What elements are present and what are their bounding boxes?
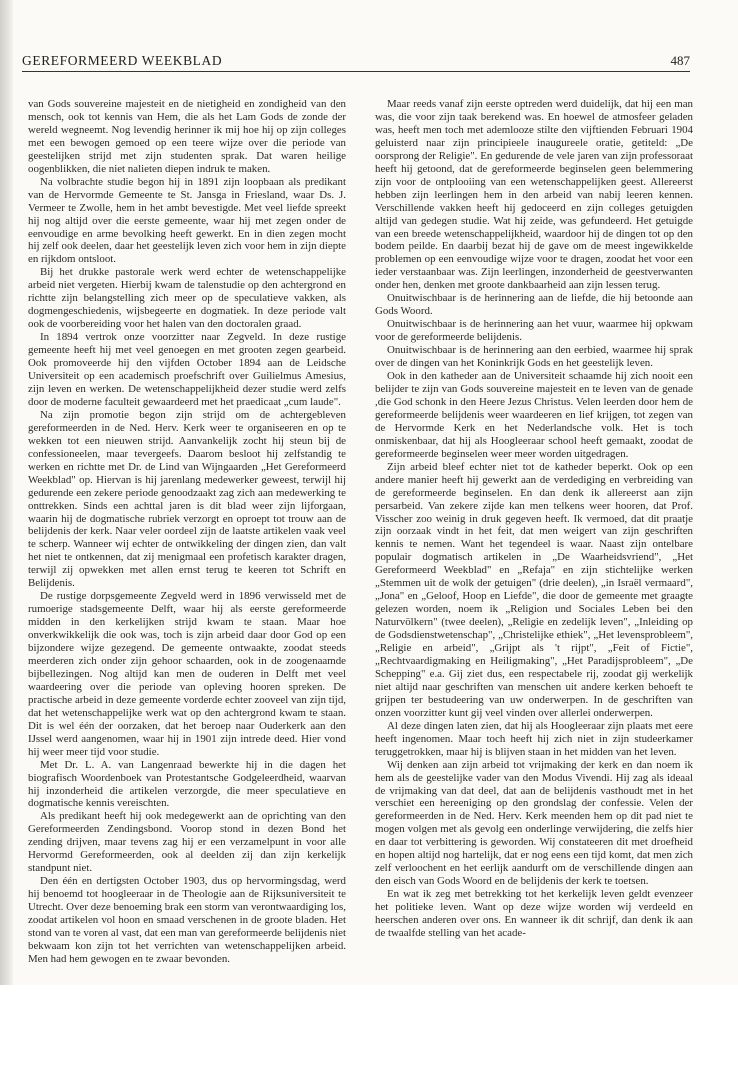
paragraph: Ook in den katheder aan de Universiteit schaamde hij zich nooit een belijder te zijn van Gods souvereine majesteit en te leven van de genade ,die God schonk in den Heere Jezus Christus. Velen leerden door hem de gereformeerde belijdenis weer waardeeren en lief krijgen, tot zegen van de Hervormde Kerk en het Nederlandsche volk. Het is toch onmiskenbaar, dat hij als Hoogleeraar school heeft gemaakt, zoodat de gereformeerde beginselen weer meer worden uitgedragen.: [375, 370, 693, 460]
paragraph: Onuitwischbaar is de herinnering aan de liefde, die hij betoonde aan Gods Woord.: [375, 292, 693, 318]
bottom-margin: [0, 985, 738, 1068]
paragraph: Wij denken aan zijn arbeid tot vrijmaking der kerk en dan noem ik hem als de geestelijke vader van den Modus Vivendi. Hij zag als ideaal de vrijmaking van dat deel, dat aan de belijdenis vasthoudt met in het verschiet een hereeniging op den grondslag der confessie. Velen der gereformeerden in de Ned. Herv. Kerk meenden hem op dit pad niet te mogen volgen met als gevolg een onderlinge verwijdering, die zelfs hier en daar tot verbittering is geworden. Wij constateeren dit met droefheid en hopen altijd nog hartelijk, dat er nog eens een tijd komt, dat men zich zelf verloochent en het eerlijk aandurft om de verschillende dingen aan den eisch van Gods Woord en de belijdenis der kerk te toetsen.: [375, 758, 693, 888]
paragraph: Onuitwischbaar is de herinnering aan den eerbied, waarmee hij sprak over de dingen van het Koninkrijk Gods en het geestelijk leven.: [375, 344, 693, 370]
left-column: [28, 98, 346, 966]
book-spine-shadow: [0, 0, 13, 1068]
paragraph: Bij het drukke pastorale werk werd echter de wetenschappelijke arbeid niet vergeten. Hierbij kwam de talenstudie op den achtergrond en richtte zijn belangstelling zich meer op de speculatieve vakken, als dogmengeschiedenis, wijsbegeerte en dogmatiek. In deze periode valt ook de voorbereiding voor het halen van den doctoralen graad.: [28, 266, 346, 331]
paragraph: Zijn arbeid bleef echter niet tot de katheder beperkt. Ook op een andere manier heeft hij gewerkt aan de verdediging en verbreiding van de gereformeerde beginselen. En dan denk ik allereerst aan zijn persarbeid. Van zekere zijde kan men telkens weer hooren, dat Prof. Visscher zoo weinig in druk gegeven heeft. Ik vermoed, dat dit praatje zijn oorzaak vindt in het feit, dat men weigert van zijn geschriften kennis te nemen. Want het tegendeel is waar. Naast zijn ontelbare populair dogmatisch artikelen in „De Waarheidsvriend", „Het Gereformeerd Weekblad" en „Refaja" en zijn stichtelijke werken „Stemmen uit de wolk der getuigen" (drie deelen), „in Israël vermaard", „Jona" en „Geloof, Hoop en Liefde", die door de gemeente met graagte gelezen worden, noem ik „Religion und Sociales Leben bei den Naturvölkern" (twee deelen), „Religie en zedelijk leven", „Inleiding op de Godsdienstwetenschap", „Christelijke ethiek", „Het levensprobleem", „Religie en arbeid", „Grijpt als 't rijpt", „Feit of Fictie", „Rechtvaardigmaking en Heiligmaking", „Het Paradijsprobleem", „De Schepping" e.a. Gij ziet dus, een respectabele rij, zoodat gij werkelijk niet altijd naar geschriften van menschen uit andere kerken behoeft te grijpen ter bestudeering van uw onderwerpen. In de geschriften van onzen voorzitter kunt gij veel vinden over allerlei onderwerpen.: [375, 460, 693, 719]
paragraph: Onuitwischbaar is de herinnering aan het vuur, waarmee hij opkwam voor de gereformeerde belijdenis.: [375, 318, 693, 344]
paragraph: Na volbrachte studie begon hij in 1891 zijn loopbaan als predikant van de Hervormde Gemeente te St. Jansga in Friesland, waar Ds. J. Vermeer te Zwolle, hem in het ambt bevestigde. Met veel liefde spreekt hij nog altijd over die eerste gemeente, waar hij met zegen onder de eenvoudige en arme bevolking heeft gewerkt. En in dien zegen mocht hij zelf ook deelen, daar het geestelijk leven zich voor hem in zijn diepte en rijkdom ontsloot.: [28, 175, 346, 266]
paragraph: Den één en dertigsten October 1903, dus op hervormingsdag, werd hij benoemd tot hoogleeraar in de Theologie aan de Rijksuniversiteit te Utrecht. Over deze benoeming brak een storm van verontwaardiging los, zoodat artikelen vol hoon en smaad verschenen in de groote bladen. Het stond van te voren al vast, dat een man van gereformeerde belijdenis niet bekwaam kon zijn tot het verrichten van wetenschappelijken arbeid. Men had hem gewogen en te zwaar bevonden.: [28, 875, 346, 965]
paragraph: De rustige dorpsgemeente Zegveld werd in 1896 verwisseld met de rumoerige stadsgemeente Delft, waar hij als eerste gereformeerde midden in den kerkelijken strijd kwam te staan. Maar hoe onverkwikkelijk die ook was, toch is zijn arbeid daar door God op een bijzondere wijze gezegend. De gemeente ontwaakte, zoodat steeds meerderen zich onder zijn gehoor schaarden, ook in de zoogenaamde bijbellezingen. Nog altijd kan men de ouderen in Delft met veel waardeering over die periode van opleving hooren spreken. De practische arbeid in deze gemeente vorderde echter zooveel van zijn tijd, dat het wetenschappelijke werk wat op den achtergrond kwam te staan. Dit is wel één der oorzaken, dat het beroep naar Ouderkerk aan den IJssel werd aangenomen, waar hij in 1901 zijn intrede deed. Hier vond hij weer meer tijd voor studie.: [28, 590, 346, 758]
paragraph: En wat ik zeg met betrekking tot het kerkelijk leven geldt evenzeer het politieke leven. Want op deze wijze worden wij verdeeld en heerschen anderen over ons. En wanneer ik dit schrijf, dan denk ik aan de twaalfde stelling van het acade-: [375, 888, 693, 939]
paragraph: Maar reeds vanaf zijn eerste optreden werd duidelijk, dat hij een man was, die voor zijn taak berekend was. En hoewel de atmosfeer geladen was, heeft men toch met ademlooze stilte den vijftienden Februari 1904 geluisterd naar zijn principieele inaugureele oratie, getiteld: „De oorsprong der Religie". En gedurende de vele jaren van zijn professoraat heeft hij getoond, dat de gereformeerde beginselen geen belemmering zijn voor de ontplooiing van een wetenschappelijken geest. Allereerst hebben zijn leerlingen hem in den arbeid van nabij leeren kennen. Verschillende vakken heeft hij gedoceerd en zijn colleges getuigden altijd van gedegen studie. Wat hij zeide, was gefundeerd. Het getuigde van een breede wetenschappelijkheid, waardoor hij de dingen tot op den bodem peilde. En daarbij bezat hij de gave om de meest ingewikkelde problemen op een eenvoudige wijze voor te dragen, zoodat het voor een ieder verstaanbaar was. Zijn leerlingen, inzonderheid de geestverwanten onder hen, denken met groote dankbaarheid aan zijn lessen terug.: [375, 98, 693, 292]
page-number: 487: [670, 53, 690, 68]
paragraph: Met Dr. L. A. van Langenraad bewerkte hij in die dagen het biografisch Woordenboek van Protestantsche Godgeleerdheid, waarvan hij inzonderheid die artikelen verzorgde, die meer speculatieve en dogmatische kennis vereischten.: [28, 758, 346, 810]
paragraph: Al deze dingen laten zien, dat hij als Hoogleeraar zijn plaats met eere heeft ingenomen. Maar toch heeft hij zich niet in zijn studeerkamer teruggetrokken, maar hij is blijven staan in het midden van het leven.: [375, 719, 693, 758]
paragraph: In 1894 vertrok onze voorzitter naar Zegveld. In deze rustige gemeente heeft hij met veel genoegen en met grooten zegen gearbeid. Ook promoveerde hij den vijfden October 1894 aan de Leidsche Universiteit op een academisch proefschrift over Guilielmus Amesius, zijn leven en werken. De wetenschappelijkheid dezer studie werd zelfs door de moderne faculteit gewaardeerd met het praedicaat „cum laude".: [28, 331, 346, 408]
paragraph: van Gods souvereine majesteit en de nietigheid en zondigheid van den mensch, ook tot kennis van Hem, die als het Lam Gods de zonde der wereld wegneemt. Nog levendig herinner ik mij hoe hij op zijn colleges met een bewogen gemoed op een teere wijze over die periode van geestelijken strijd met zijn studenten sprak. Dat waren heilige oogenblikken, die niet nalieten diepen indruk te maken.: [28, 98, 346, 175]
journal-title: GEREFORMEERD WEEKBLAD: [22, 53, 223, 68]
paragraph: Na zijn promotie begon zijn strijd om de achtergebleven gereformeerden in de Ned. Herv. Kerk weer te organiseeren en op te wekken tot een nieuwen strijd. Aanvankelijk zocht hij steun bij de confessioneelen, maar tevergeefs. Daarom besloot hij zelfstandig te werken en richtte met Dr. de Lind van Wijngaarden „Het Gereformeerd Weekblad" op. Hiervan is hij jarenlang medewerker geweest, terwijl hij gedurende een zekere periode genoodzaakt zag zich aan medewerking te onttrekken. Sinds een achttal jaren is dit blad weer zijn lijforgaan, waarin hij de dogmatische rubriek verzorgt en oproept tot trouw aan de belijdenis der kerk. Naar veler oordeel zijn de laatste artikelen vaak veel te scherp. Wanneer wij echter de ontwikkeling der dingen zien, dan valt het niet te ontkennen, dat zij menigmaal een profetisch karakter dragen, terwijl zij opwekken met allen ernst terug te keeren tot Schrift en Belijdenis.: [28, 408, 346, 590]
running-header: [22, 53, 690, 72]
right-column: [375, 98, 693, 940]
paragraph: Als predikant heeft hij ook medegewerkt aan de oprichting van den Gereformeerden Zendingsbond. Voorop stond in dezen Bond het zending drijven, maar tevens zag hij er een verzamelpunt in voor alle Hervormd Gereformeerden, ook al deelden zij dan zijn kerkelijk standpunt niet.: [28, 810, 346, 875]
